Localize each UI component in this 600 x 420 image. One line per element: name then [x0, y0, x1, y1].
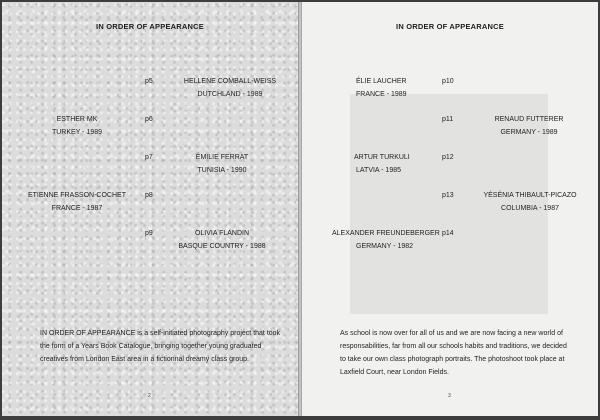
person-name: RENAUD FUTTERER: [494, 116, 564, 123]
project-title-inline: IN ORDER OF APPEARANCE: [40, 330, 136, 337]
right-page: [302, 2, 598, 416]
person-origin: LATVIA - 1985: [356, 167, 402, 174]
person-name: OLIVIA FLANDIN: [194, 230, 250, 237]
person-name: ESTHER MK: [56, 116, 98, 123]
page-ref: p11: [442, 116, 454, 123]
left-page: [2, 2, 298, 416]
person-origin: COLUMBIA - 1987: [501, 205, 559, 212]
person-origin: BASQUE COUNTRY - 1988: [178, 243, 266, 250]
person-origin: FRANCE - 1989: [356, 91, 407, 98]
person-origin: TUNISIA - 1990: [197, 167, 247, 174]
page-number: 3: [448, 393, 451, 399]
person-name: HELLENE COMBALL-WEISS: [183, 78, 277, 85]
description-line: Laxfield Court, near London Fields.: [340, 369, 449, 376]
description-line: the form of a Years Book Catalogue, bringing together young graduated: [40, 343, 262, 350]
page-ref: p10: [442, 78, 454, 85]
project-description: [40, 327, 290, 366]
page-ref: p7: [145, 154, 153, 161]
page-ref: p9: [145, 230, 153, 237]
page-ref: p13: [442, 192, 454, 199]
page-ref: p5: [145, 78, 153, 85]
page-ref: p12: [442, 154, 454, 161]
person-name: ARTUR TURKULI: [354, 154, 410, 161]
photoshoot-description: [340, 327, 590, 379]
person-origin: FRANCE - 1987: [51, 205, 103, 212]
person-name: ETIENNE FRASSON-COCHET: [27, 192, 126, 199]
description-line: to take our own class photograph portraits. The photoshoot took place at: [340, 356, 565, 363]
person-origin: GERMANY - 1989: [500, 129, 558, 136]
description-line: is a self-initiated photography project that took: [135, 330, 281, 337]
person-name: ÉMILIE FERRAT: [195, 154, 249, 161]
page-ref: p14: [442, 230, 454, 237]
description-line: responsabilities, far from all our schools habits and traditions, we decided: [340, 343, 567, 350]
person-name: ALEXANDER FREUNDEBERGER: [332, 230, 440, 237]
person-name: YÉSÉNIA THIBAULT-PICAZO: [483, 192, 577, 199]
person-name: ÉLIE LAUCHER: [356, 78, 407, 85]
right-page-heading: IN ORDER OF APPEARANCE: [396, 22, 504, 31]
page-number: 2: [148, 393, 151, 399]
photo-panel: [350, 94, 548, 314]
left-page-heading: IN ORDER OF APPEARANCE: [96, 22, 204, 31]
page-ref: p8: [145, 192, 153, 199]
person-origin: GERMANY - 1982: [356, 243, 414, 250]
person-origin: TURKEY - 1989: [51, 129, 103, 136]
description-line: As school is now over for all of us and we are now facing a new world of: [340, 330, 563, 337]
page-ref: p6: [145, 116, 153, 123]
person-origin: DUTCHLAND - 1989: [197, 91, 263, 98]
description-line: creatives from London East area in a fictionnal dreamy class group.: [40, 356, 249, 363]
